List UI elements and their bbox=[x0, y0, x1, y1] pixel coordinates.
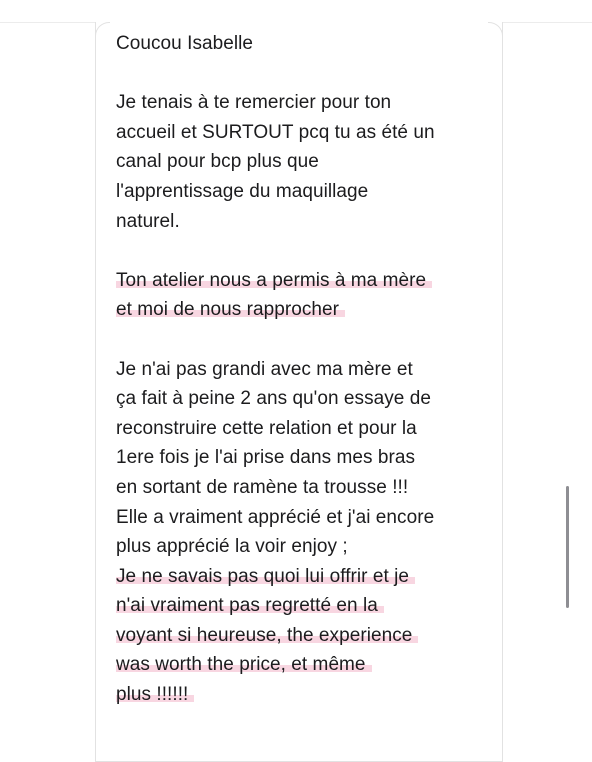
text-line: naturel. bbox=[116, 210, 180, 232]
greeting-line: Coucou Isabelle bbox=[116, 33, 254, 54]
text-line: Je n'ai pas grandi avec ma mère et bbox=[116, 358, 413, 380]
highlight-mark: Je ne savais pas quoi lui offrir et je bbox=[116, 566, 415, 587]
text-line: accueil et SURTOUT pcq tu as été un bbox=[116, 121, 435, 143]
highlight-mark: n'ai vraiment pas regretté en la bbox=[116, 595, 384, 616]
highlight-mark: plus !!!!!! bbox=[116, 684, 194, 705]
paragraph-highlight-atelier bbox=[116, 266, 496, 325]
highlighted-line bbox=[116, 295, 496, 325]
highlighted-line bbox=[116, 680, 496, 710]
text-line: l'apprentissage du maquillage bbox=[116, 180, 369, 202]
highlighted-line bbox=[116, 562, 496, 592]
paragraph-story bbox=[116, 355, 496, 562]
paragraph-thanks bbox=[116, 88, 496, 236]
highlighted-line bbox=[116, 650, 496, 680]
text-line: ça fait à peine 2 ans qu'on essaye de bbox=[116, 388, 431, 410]
highlight-mark: voyant si heureuse, the experience bbox=[116, 625, 418, 646]
text-line: en sortant de ramène ta trousse !!! bbox=[116, 476, 409, 498]
message-text[interactable] bbox=[116, 29, 496, 710]
scrollbar-thumb[interactable] bbox=[566, 486, 569, 608]
text-line: plus apprécié la voir enjoy ; bbox=[116, 536, 348, 558]
highlighted-line bbox=[116, 591, 496, 621]
highlight-mark: was worth the price, et même bbox=[116, 654, 372, 675]
highlighted-line bbox=[116, 266, 496, 296]
text-line: Elle a vraiment apprécié et j'ai encore bbox=[116, 506, 435, 528]
highlight-mark: Ton atelier nous a permis à ma mère bbox=[116, 270, 432, 291]
greeting bbox=[116, 29, 496, 59]
text-line: 1ere fois je l'ai prise dans mes bras bbox=[116, 447, 416, 469]
text-line: reconstruire cette relation et pour la bbox=[116, 417, 417, 439]
text-line: canal pour bcp plus que bbox=[116, 151, 319, 173]
paragraph-gap bbox=[116, 236, 496, 266]
paragraph-highlight-gift bbox=[116, 562, 496, 710]
highlighted-line bbox=[116, 621, 496, 651]
highlight-mark: et moi de nous rapprocher bbox=[116, 299, 345, 320]
paragraph-gap bbox=[116, 325, 496, 355]
text-line: Je tenais à te remercier pour ton bbox=[116, 92, 392, 114]
paragraph-gap bbox=[116, 59, 496, 89]
